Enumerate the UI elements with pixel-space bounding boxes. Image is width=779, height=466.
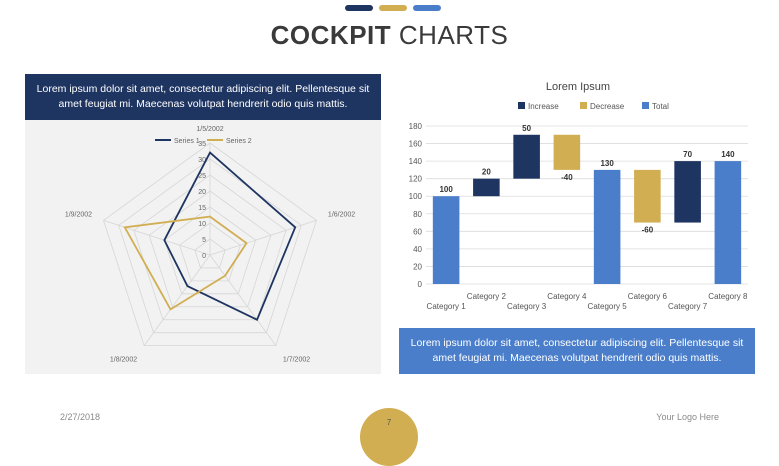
page-title-light: CHARTS (398, 20, 509, 50)
radar-tick-label-1: 5 (202, 237, 206, 244)
waterfall-legend-label-1: Decrease (590, 102, 625, 111)
radar-tick-label-0: 0 (202, 253, 206, 260)
radar-category-label-0: 1/5/2002 (196, 126, 224, 133)
page-number-circle (360, 408, 418, 466)
waterfall-bar-0 (433, 196, 460, 284)
page-title-bold: COCKPIT (270, 20, 392, 50)
waterfall-chart (398, 74, 758, 319)
waterfall-data-label-1: 20 (481, 167, 491, 177)
radar-category-label-4: 1/9/2002 (64, 211, 93, 219)
waterfall-y-tick-3: 60 (413, 227, 422, 237)
radar-spoke-3 (144, 255, 210, 346)
waterfall-y-tick-1: 20 (413, 262, 422, 272)
waterfall-category-label-4: Category 5 (587, 302, 627, 311)
waterfall-data-label-4: 130 (600, 158, 614, 168)
waterfall-category-label-3: Category 4 (547, 292, 587, 301)
radar-category-label-3: 1/8/2002 (109, 356, 138, 364)
radar-category-label-2: 1/7/2002 (282, 356, 311, 364)
waterfall-legend-label-0: Increase (528, 102, 559, 111)
waterfall-legend-label-2: Total (652, 102, 669, 111)
page-number: 7 (386, 418, 392, 427)
left-text-banner: Lorem ipsum dolor sit amet, consectetur adipiscing elit. Pellentesque sit amet feugiat mi. Maecenas volutpat hendrerit odio quis mattis. (25, 74, 381, 120)
waterfall-y-tick-6: 120 (408, 174, 422, 184)
radar-legend-label-0: Series 1 (174, 138, 200, 145)
waterfall-bar-2 (513, 135, 540, 179)
radar-tick-label-2: 10 (198, 221, 206, 228)
waterfall-data-label-6: 70 (683, 150, 693, 160)
waterfall-bar-7 (715, 161, 742, 284)
waterfall-y-tick-0: 0 (417, 280, 422, 289)
waterfall-bar-4 (594, 170, 621, 284)
right-text-banner: Lorem ipsum dolor sit amet, consectetur adipiscing elit. Pellentesque sit amet feugiat mi. Maecenas volutpat hendrerit odio quis mattis. (399, 328, 755, 374)
waterfall-category-label-1: Category 2 (466, 292, 506, 301)
waterfall-title: Lorem Ipsum (545, 81, 611, 93)
waterfall-category-label-5: Category 6 (627, 292, 667, 301)
waterfall-data-label-3: -40 (561, 172, 573, 182)
waterfall-y-tick-7: 140 (408, 157, 422, 167)
radar-tick-label-5: 25 (198, 173, 206, 180)
radar-spoke-1 (210, 220, 317, 255)
footer-date: 2/27/2018 (60, 412, 101, 422)
waterfall-y-tick-9: 180 (408, 122, 422, 131)
radar-spoke-4 (103, 220, 210, 255)
accent-bar-blue (413, 5, 441, 11)
waterfall-category-label-6: Category 7 (668, 302, 708, 311)
waterfall-data-label-2: 50 (522, 123, 532, 133)
waterfall-y-tick-4: 80 (413, 209, 422, 219)
radar-category-label-1: 1/6/2002 (327, 211, 356, 219)
waterfall-legend-swatch-2 (642, 102, 649, 109)
waterfall-bar-5 (634, 170, 661, 223)
waterfall-category-label-0: Category 1 (426, 302, 466, 311)
radar-legend-label-1: Series 2 (226, 138, 252, 145)
radar-tick-label-7: 35 (198, 141, 206, 148)
radar-tick-label-3: 15 (198, 205, 206, 212)
waterfall-data-label-7: 140 (721, 150, 735, 160)
waterfall-bar-1 (473, 179, 500, 197)
page-title (0, 20, 779, 51)
waterfall-y-tick-2: 40 (413, 244, 422, 254)
waterfall-legend-swatch-1 (580, 102, 587, 109)
waterfall-category-label-2: Category 3 (507, 302, 547, 311)
accent-bar-gold (379, 5, 407, 11)
radar-chart (25, 120, 381, 374)
waterfall-data-label-5: -60 (641, 225, 654, 235)
accent-bar-navy (345, 5, 373, 11)
waterfall-bar-3 (554, 135, 581, 170)
waterfall-y-tick-8: 160 (408, 139, 422, 149)
waterfall-bar-6 (674, 161, 701, 222)
waterfall-category-label-7: Category 8 (708, 292, 748, 301)
accent-bars (345, 5, 441, 11)
radar-tick-label-6: 30 (198, 157, 206, 164)
footer-logo-text: Your Logo Here (656, 412, 719, 422)
waterfall-y-tick-5: 100 (408, 192, 422, 202)
radar-tick-label-4: 20 (198, 189, 206, 196)
waterfall-data-label-0: 100 (439, 185, 453, 195)
waterfall-legend-swatch-0 (518, 102, 525, 109)
